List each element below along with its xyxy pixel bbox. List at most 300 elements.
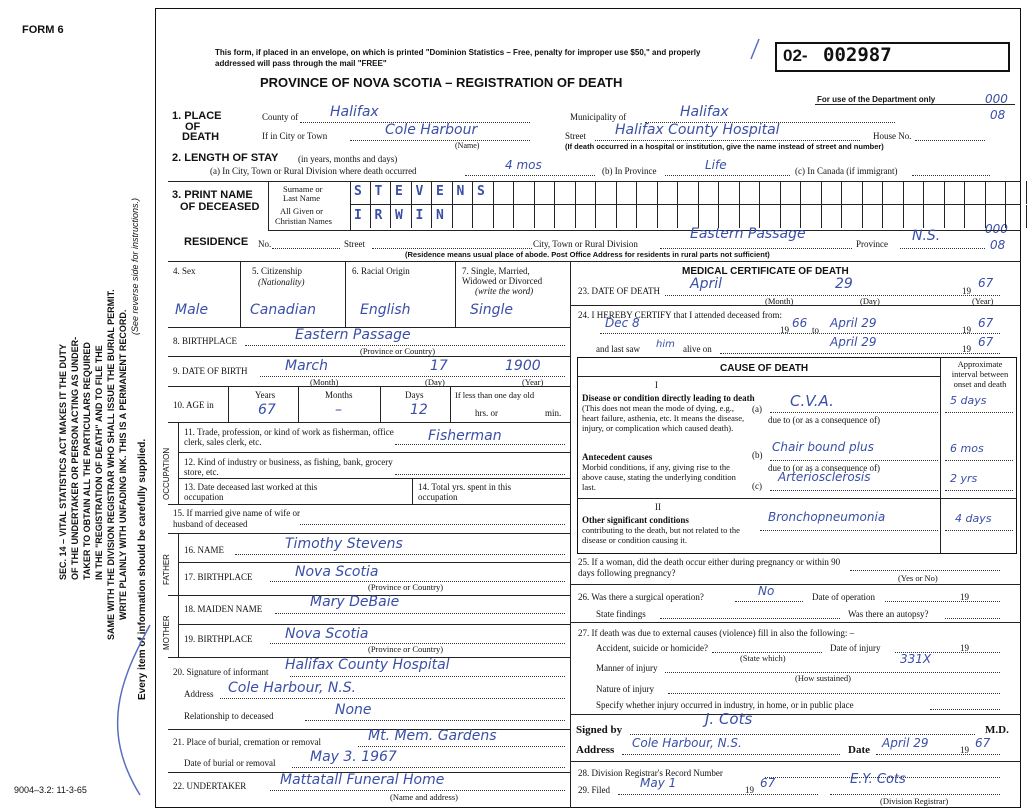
part1-bottom [577,498,1017,499]
surname-letter-cell [473,181,494,204]
side-text-2: OF THE UNDERTAKER OR PERSON ACTING AS UNDER- [70,336,80,580]
given-letter-cell [412,205,433,228]
stay-a-line [465,175,595,176]
q26-label: 26. Was there a surgical operation? [578,592,704,602]
last-saw-year: 67 [978,335,994,349]
surname-letter-cell [781,181,802,204]
q12-bottom [178,478,570,479]
surname-letter-letter: E [395,184,403,199]
op-date-label: Date of operation [812,592,875,602]
q11-bottom [178,452,570,453]
hospital-hint: (If death occurred in a hospital or institution, give the name instead of street and number) [565,142,884,151]
print-name-label-2: OF DECEASED [180,201,260,213]
filed-date: May 1 [640,776,677,790]
other-value: Bronchopneumonia [768,510,886,524]
q29-line [618,794,818,795]
county-label: County of [262,112,299,122]
undertaker-label: 22. UNDERTAKER [173,781,247,791]
row10-bottom [168,422,570,423]
given-letter-cell [699,205,720,228]
mother-maiden-value: Mary DeBaie [310,594,400,610]
given-letter-cell [842,205,863,228]
check-mark [745,36,765,62]
mother-side-divider [178,595,179,657]
age-months-label: Months [325,390,353,400]
injury-date-label: Date of injury [830,643,881,653]
stay-label: 2. LENGTH OF STAY [172,152,279,164]
q25-label: 25. If a woman, did the death occur either during pregnancy or within 90 days following pregnancy? [578,557,841,578]
given-letter-cell [801,205,822,228]
cause-c-value: Arteriosclerosis [778,470,871,484]
residence-street-label: Street [344,239,365,249]
specify-line [930,709,1000,710]
interval-c-line [945,490,1013,491]
surname-label-1: Surname or [283,184,323,194]
q26-value: No [758,584,775,598]
informant-address-value: Cole Harbour, N.S. [228,680,357,696]
given-letter-cell [924,205,945,228]
given-letter-letter: N [436,208,444,223]
q11-value: Fisherman [428,428,502,444]
surname-letter-letter: T [374,184,383,199]
sex-divider [240,261,241,327]
occupation-side-label: OCCUPATION [162,447,171,500]
father-name-value: Timothy Stevens [285,536,403,552]
envelope-note: This form, if placed in an envelope, on which is printed "Dominion Statistics – Free, penalty for improper use $50," and properly addressed will pass through the mail "FREE" [215,48,701,68]
q13-divider [412,478,413,504]
mother-maiden-line [275,613,565,614]
registration-number: 002987 [823,44,892,66]
given-letter-cell [555,205,576,228]
given-letter-letter: W [395,208,403,223]
father-side-divider [178,533,179,595]
stay-b-label: (b) In Province [602,166,657,176]
burial-place-label: 21. Place of burial, cremation or removal [173,737,321,747]
filed-year-prefix: 19 [745,785,754,795]
age-months-value: – [335,402,342,418]
residence-city-label: City, Town or Rural Division [533,239,638,249]
registrar-line [830,794,1000,795]
surname-letter-cell [658,181,679,204]
relationship-line [305,720,565,721]
surname-letter-cell [576,181,597,204]
dod-line [665,295,1000,296]
given-letter-cell [740,205,761,228]
age-days-value: 12 [410,402,428,418]
dod-month-hint: (Month) [765,296,794,306]
surname-letter-cell [494,181,515,204]
informant-sig-label: 20. Signature of informant [173,667,269,677]
given-letter-cell [535,205,556,228]
spouse-bottom [168,533,570,534]
street-label: Street [565,131,586,141]
informant-address-line [220,698,565,699]
surname-letter-cell [350,181,371,204]
given-letter-letter: R [374,208,383,223]
registration-number-prefix: 02- [783,46,808,65]
city-label: If in City or Town [262,131,328,141]
cause-b-interval: 6 mos [950,442,984,455]
hrs-label: hrs. or [475,408,498,418]
how-sustained-hint: (How sustained) [795,673,851,683]
q25-hint: (Yes or No) [898,573,938,583]
occupation-bottom [168,504,570,505]
informant-sig-line [290,676,565,677]
given-letter-cell [1006,205,1027,228]
city-line [350,140,530,141]
main-top-line [168,261,1021,262]
birthplace-hint: (Province or Country) [360,346,436,356]
given-label-2: Christian Names [275,216,332,226]
registrar-hint: (Division Registrar) [880,796,949,806]
surname-letter-cell [719,181,740,204]
side-text-5: SAME WITH THE DIVISION REGISTRAR WHO SHALL ISSUE THE BURIAL PERMIT. [106,289,116,640]
burial-date-label: Date of burial or removal [184,758,276,768]
street-line [595,140,860,141]
given-letter-cell [350,205,371,228]
certify-to: April 29 [830,316,877,330]
interval-a-line [945,412,1013,413]
dod-day: 29 [835,276,853,292]
residence-label: RESIDENCE [184,236,249,248]
signed-bottom [570,761,1021,762]
mother-birthplace-hint: (Province or Country) [368,644,444,654]
less-day-label: If less than one day old [455,390,535,400]
signed-address-line [622,754,840,755]
surname-letter-cell [740,181,761,204]
age-divider-2 [380,386,381,422]
cause-c-line [770,490,938,491]
dod-day-hint: (Day) [860,296,880,306]
informant-sig-value: Halifax County Hospital [285,657,450,673]
last-saw-who: him [656,339,675,350]
surname-letter-cell [514,181,535,204]
informant-address-label: Address [184,689,214,699]
surname-letter-cell [535,181,556,204]
dod-month: April [690,276,722,292]
op-year: 19 [960,592,969,602]
age-days-label: Days [405,390,424,400]
residence-no-label: No. [258,239,272,249]
citizenship-label: 5. Citizenship [252,266,302,276]
registrar-signature: E.Y. Cots [850,772,906,787]
direct-label: Disease or condition directly leading to death [582,393,755,403]
surname-letter-cell [391,181,412,204]
dob-line [260,376,565,377]
dept-code-4: 08 [990,238,1006,252]
nature-label: Nature of injury [596,684,654,694]
marital-label-3: (write the word) [475,286,534,296]
surname-letter-cell [617,181,638,204]
mother-birthplace-value: Nova Scotia [285,626,369,642]
given-letter-cell [719,205,740,228]
given-letter-cell [576,205,597,228]
surname-letter-letter: S [354,184,362,199]
surname-letter-letter: N [456,184,465,199]
interval-b-line [945,460,1013,461]
surname-letter-letter: E [436,184,444,199]
signed-year: 67 [975,736,991,750]
given-letter-cell [678,205,699,228]
citizenship-hint: (Nationality) [258,277,305,287]
surname-letter-cell [678,181,699,204]
cause-b-line [770,460,938,461]
antecedent-label: Antecedent causes [582,452,653,462]
cause-a-interval: 5 days [950,394,987,407]
page-title: PROVINCE OF NOVA SCOTIA – REGISTRATION OF DEATH [260,75,623,90]
surname-letter-cell [453,181,474,204]
dod-year-hint: (Year) [972,296,994,306]
given-letter-cell [391,205,412,228]
father-birthplace-label: 17. BIRTHPLACE [184,572,253,582]
cause-a-label: (a) [752,404,762,414]
undertaker-value: Mattatall Funeral Home [280,772,445,788]
father-birthplace-hint: (Province or Country) [368,582,444,592]
undertaker-hint: (Name and address) [390,792,458,802]
dept-code-1: 000 [985,92,1008,106]
father-side-label: FATHER [162,554,171,585]
part2-label: II [655,502,661,512]
interval-divider [940,357,941,554]
age-years-value: 67 [258,402,276,418]
municipality-label: Municipality of [570,112,627,122]
print-name-label-1: 3. PRINT NAME [172,189,253,201]
cause-c-label: (c) [752,481,762,491]
form-code: 9004–3.2: 11-3-65 [14,785,87,795]
age-years-label: Years [255,390,276,400]
surname-letter-cell [842,181,863,204]
given-letter-cell [494,205,515,228]
surname-letter-cell [801,181,822,204]
place-label-3: DEATH [182,131,220,143]
cod-header: CAUSE OF DEATH [720,363,809,374]
dob-label: 9. DATE OF BIRTH [173,366,248,376]
citizenship-divider [345,261,346,327]
given-letter-letter: I [354,208,362,223]
surname-letter-cell [699,181,720,204]
q14-label: 14. Total yrs. spent in this occupation [418,482,511,502]
last-saw-year-prefix: 19 [962,344,971,354]
due-to-2: due to (or as a consequence of) [768,463,880,473]
city-name-hint: (Name) [455,141,480,150]
accident-label: Accident, suicide or homicide? [596,643,708,653]
signed-value: J. Cots [705,710,753,728]
stay-c-label: (c) In Canada (if immigrant) [795,166,898,176]
surname-letter-letter: V [415,184,424,199]
surname-letter-cell [965,181,986,204]
autopsy-label: Was there an autopsy? [848,609,929,619]
surname-label-2: Last Name [283,193,321,203]
manner-code: 331X [900,652,932,666]
q26-bottom [570,622,1021,623]
signed-address-value: Cole Harbour, N.S. [632,736,742,750]
house-line [915,140,985,141]
dod-year-prefix: 19 [962,286,971,296]
certify-label: 24. I HEREBY CERTIFY that I attended deceased from: [578,310,782,320]
dod-bottom [570,305,1021,306]
department-use-label: For use of the Department only [817,95,936,104]
surname-letter-cell [412,181,433,204]
stay-c-line [912,175,990,176]
birthplace-label: 8. BIRTHPLACE [173,336,237,346]
side-text-6: WRITE PLAINLY WITH UNFADING INK. THIS IS A PERMANENT RECORD. [118,309,128,620]
residence-hint: (Residence means usual place of abode. Post Office Address for residents in rural parts not sufficient) [405,250,770,259]
direct-hint: (This does not mean the mode of dying, e.g., heart failure, asthenia, etc. It means the disease, injury, or complication which caused death). [582,403,745,433]
q11-label: 11. Trade, profession, or kind of work as fisherman, office clerk, sales clerk, etc. [184,427,394,447]
form-label: FORM 6 [22,24,64,36]
given-letter-cell [965,205,986,228]
q11-line [395,444,565,445]
certify-to-year: 67 [978,316,994,330]
surname-letter-cell [904,181,925,204]
dob-year: 1900 [505,358,541,374]
stay-b-line [665,175,790,176]
op-date-line [885,601,1000,602]
given-letter-cell [596,205,617,228]
autopsy-line [945,618,1000,619]
given-letter-cell [453,205,474,228]
md-label: M.D. [985,724,1009,736]
q28-label: 28. Division Registrar's Record Number [578,768,723,778]
street-value: Halifax County Hospital [615,122,780,138]
main-center-divider [570,261,571,808]
residence-no-line [272,248,340,249]
q13-label: 13. Date deceased last worked at this occupation [184,482,318,502]
certify-from-year: 66 [792,316,808,330]
certify-to-year-prefix: 19 [962,325,971,335]
burial-place-value: Mt. Mem. Gardens [368,728,497,744]
father-name-label: 16. NAME [184,545,224,555]
marital-label-2: Widowed or Divorced [462,276,543,286]
residence-province-label: Province [856,239,888,249]
antecedent-hint: Morbid conditions, if any, giving rise to the above cause, stating the underlying condition last. [582,462,736,492]
age-label: 10. AGE in [173,400,214,410]
q25-line [850,570,1000,571]
dob-month-hint: (Month) [310,377,339,387]
surname-letter-cell [924,181,945,204]
given-letter-cell [883,205,904,228]
surname-letter-cell [555,181,576,204]
row8-bottom [168,356,570,357]
medical-header: MEDICAL CERTIFICATE OF DEATH [682,266,849,277]
dob-day: 17 [430,358,448,374]
last-saw-date: April 29 [830,335,877,349]
last-saw-line [720,353,1000,354]
residence-street-line [372,248,532,249]
other-interval: 4 days [955,512,992,525]
registration-number-box [775,42,1010,72]
undertaker-line [270,790,565,791]
nature-line [668,693,1000,694]
residence-province-line [900,248,985,249]
surname-letter-cell [760,181,781,204]
surname-letter-cell [1006,181,1027,204]
age-divider-0 [228,386,229,422]
manner-label: Manner of injury [596,663,658,673]
surname-letter-cell [883,181,904,204]
signed-date-value: April 29 [882,736,929,750]
signed-line [630,734,975,735]
mother-birthplace-label: 19. BIRTHPLACE [184,634,253,644]
side-text-3: TAKER TO OBTAIN ALL THE PARTICULARS REQUIRED [82,342,92,580]
cod-header-bottom [577,376,940,377]
signed-address-label: Address [576,744,615,756]
stay-b-value: Life [705,158,727,172]
surname-letter-cell [822,181,843,204]
q12-line [395,474,565,475]
father-name-line [235,554,565,555]
given-letter-cell [986,205,1007,228]
part1-label: I [655,380,658,390]
given-letter-letter: I [415,208,424,223]
given-letter-cell [781,205,802,228]
other-line [760,530,938,531]
q26-line [735,601,803,602]
mother-side-label: MOTHER [162,615,171,650]
given-letter-cell [617,205,638,228]
given-letter-cell [432,205,453,228]
given-letter-cell [371,205,392,228]
interval-other-line [945,530,1013,531]
surname-letter-cell [637,181,658,204]
mother-maiden-label: 18. MAIDEN NAME [184,604,263,614]
last-saw-label: and last saw [596,344,640,354]
racial-value: English [360,302,411,318]
racial-divider [455,261,456,327]
residence-city-value: Eastern Passage [690,226,806,242]
dod-year: 67 [978,276,994,290]
interval-header: Approximate interval between onset and death [951,359,1009,389]
side-text-4: IN THE "REGISTRATION OF DEATH" AND TO FILE THE [94,345,104,580]
stay-a-value: 4 mos [505,158,542,172]
cause-a-value: C.V.A. [790,392,834,410]
occupation-side-divider [178,422,179,504]
certify-to-label: to [812,325,820,335]
given-letter-cell [473,205,494,228]
certify-from: Dec 8 [605,316,640,330]
signed-year-prefix: 19 [960,745,969,755]
stay-a-label: (a) In City, Town or Rural Division where death occurred [210,166,417,176]
q29-label: 29. Filed [578,785,611,795]
side-text-7: (See reverse side for instructions.) [130,197,140,335]
sex-value: Male [175,302,209,318]
q27-bottom [570,714,1021,715]
birthplace-value: Eastern Passage [295,327,411,343]
cause-b-label: (b) [752,450,763,460]
municipality-value: Halifax [680,104,729,120]
given-label-1: All Given or [280,206,323,216]
cause-a-line [770,412,938,413]
relationship-label: Relationship to deceased [184,711,274,721]
mother-mid [178,624,570,625]
given-letter-cell [514,205,535,228]
relationship-value: None [335,702,372,718]
age-divider-1 [298,386,299,422]
given-letter-cell [945,205,966,228]
marital-label-1: 7. Single, Married, [462,266,530,276]
burial-place-line [358,746,565,747]
certify-line-1 [600,333,1000,334]
surname-letter-cell [371,181,392,204]
residence-city-line [660,248,852,249]
house-label: House No. [873,131,912,141]
signed-label: Signed by [576,724,623,736]
age-divider-3 [450,386,451,422]
filed-year: 67 [760,776,776,790]
father-mid [178,562,570,563]
signed-date-label: Date [848,744,870,756]
certify-from-year-prefix: 19 [780,325,789,335]
